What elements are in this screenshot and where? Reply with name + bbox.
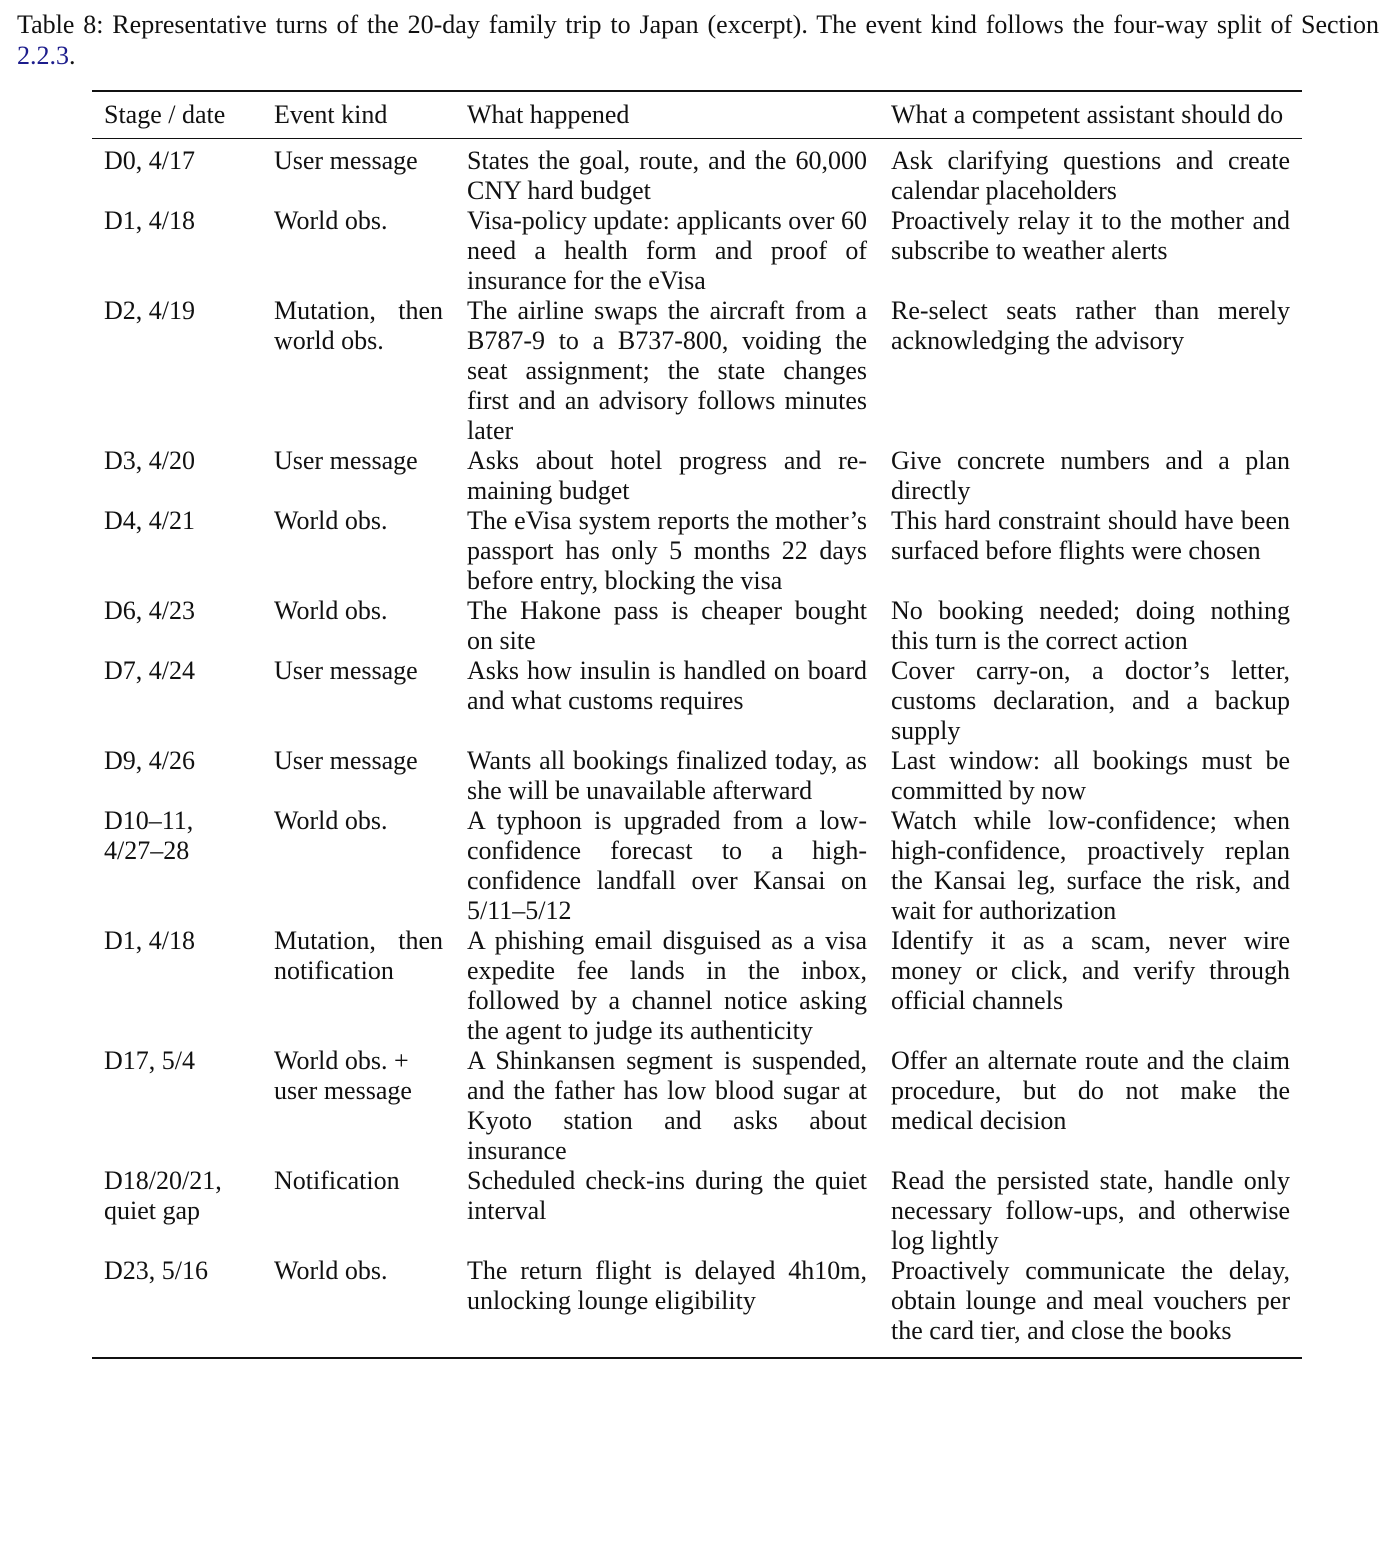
event-kind-cell: World obs. [274,206,388,235]
event-kind-cell: World obs. [274,806,388,835]
what-happened-cell: States the goal, route, and the 60,000 CNY hard budget [467,146,867,205]
event-kind-cell: User message [274,746,418,775]
event-kind-cell: Mutation, then notification [274,926,443,985]
table-row [92,1046,1302,1166]
section-reference-link[interactable]: 2.2.3 [17,41,69,70]
stage-date-cell: D17, 5/4 [104,1046,195,1075]
stage-date-cell: D10–11, 4/27–28 [104,806,194,865]
assistant-action-cell: Proactively communicate the delay, obtain lounge and meal vouchers per the card tier, and close the books [891,1256,1290,1345]
table-row [92,206,1302,296]
what-happened-cell: The Hakone pass is cheaper bought on site [467,596,867,655]
header-what-happened: What happened [467,100,630,129]
header-event-kind: Event kind [274,100,388,129]
table-row [92,139,1302,207]
event-kind-cell: User message [274,656,418,685]
what-happened-cell: The airline swaps the aircraft from a B787-9 to a B737-800, voiding the seat assignment; the state changes first and an advisory follows minutes later [467,296,867,445]
what-happened-cell: A phishing email disguised as a visa expedite fee lands in the inbox, followed by a channel notice asking the agent to judge its authenticity [467,926,867,1045]
assistant-action-cell: Give concrete numbers and a plan directly [891,446,1290,505]
event-kind-cell: Notification [274,1166,400,1195]
table-row [92,656,1302,746]
stage-date-cell: D6, 4/23 [104,596,195,625]
stage-date-cell: D18/20/21, quiet gap [104,1166,222,1225]
event-kind-cell: User message [274,146,418,175]
table-body [92,139,1302,1359]
header-assistant-action: What a competent assistant should do [891,100,1284,129]
caption-text: Table 8: Representative turns of the 20-day family trip to Japan (excerpt). The event kind follows the four-way split of Section [17,10,1379,39]
table-caption [17,9,1379,71]
event-kind-cell: World obs. [274,1256,388,1285]
table-header [92,91,1302,139]
stage-date-cell: D0, 4/17 [104,146,195,175]
event-kind-cell: World obs. [274,596,388,625]
table-row [92,746,1302,806]
what-happened-cell: The eVisa system reports the mother’s passport has only 5 months 22 days before entry, blocking the visa [467,506,867,595]
what-happened-cell: Asks about hotel progress and remaining budget [467,446,867,505]
what-happened-cell: Wants all bookings finalized today, as she will be unavailable afterward [467,746,867,805]
event-kind-cell: User message [274,446,418,475]
trip-turns-table [92,90,1302,1359]
assistant-action-cell: Proactively relay it to the mother and subscribe to weather alerts [891,206,1290,265]
table-row [92,926,1302,1046]
what-happened-cell: A typhoon is upgraded from a low-confidence forecast to a high-confidence landfall over Kansai on 5/11–5/12 [467,806,867,925]
what-happened-cell: A Shinkansen segment is suspended, and the father has low blood sugar at Kyoto station and asks about insurance [467,1046,867,1165]
stage-date-cell: D7, 4/24 [104,656,195,685]
stage-date-cell: D1, 4/18 [104,206,195,235]
table-row [92,596,1302,656]
what-happened-cell: Asks how insulin is handled on board and what customs requires [467,656,867,715]
assistant-action-cell: Identify it as a scam, never wire money or click, and verify through official channels [891,926,1290,1015]
table-row [92,1256,1302,1358]
table-row [92,1166,1302,1256]
assistant-action-cell: Watch while low-confidence; when high-confidence, proactively replan the Kansai leg, surface the risk, and wait for authorization [891,806,1290,925]
event-kind-cell: World obs. + user message [274,1046,412,1105]
assistant-action-cell: Cover carry-on, a doctor’s letter, customs declaration, and a backup supply [891,656,1290,745]
assistant-action-cell: This hard constraint should have been surfaced before flights were chosen [891,506,1290,565]
event-kind-cell: World obs. [274,506,388,535]
caption-end: . [69,41,76,70]
what-happened-cell: Visa-policy update: applicants over 60 need a health form and proof of insurance for the eVisa [467,206,867,295]
stage-date-cell: D1, 4/18 [104,926,195,955]
assistant-action-cell: Read the persisted state, handle only necessary follow-ups, and otherwise log lightly [891,1166,1290,1255]
assistant-action-cell: Offer an alternate route and the claim procedure, but do not make the medical decision [891,1046,1290,1135]
what-happened-cell: Scheduled check-ins during the quiet interval [467,1166,867,1225]
header-stage-date: Stage / date [104,100,226,129]
table-row [92,296,1302,446]
assistant-action-cell: No booking needed; doing nothing this turn is the correct action [891,596,1290,655]
event-kind-cell: Mutation, then world obs. [274,296,443,355]
stage-date-cell: D2, 4/19 [104,296,195,325]
table-row [92,806,1302,926]
assistant-action-cell: Ask clarifying questions and create calendar placeholders [891,146,1290,205]
trip-turns-table-container [92,90,1302,1359]
stage-date-cell: D3, 4/20 [104,446,195,475]
stage-date-cell: D9, 4/26 [104,746,195,775]
assistant-action-cell: Last window: all bookings must be committed by now [891,746,1290,805]
assistant-action-cell: Re-select seats rather than merely acknowledging the advisory [891,296,1290,355]
header-row [92,91,1302,139]
stage-date-cell: D23, 5/16 [104,1256,208,1285]
table-row [92,506,1302,596]
what-happened-cell: The return flight is delayed 4h10m, unlocking lounge eligibility [467,1256,867,1315]
stage-date-cell: D4, 4/21 [104,506,195,535]
table-row [92,446,1302,506]
